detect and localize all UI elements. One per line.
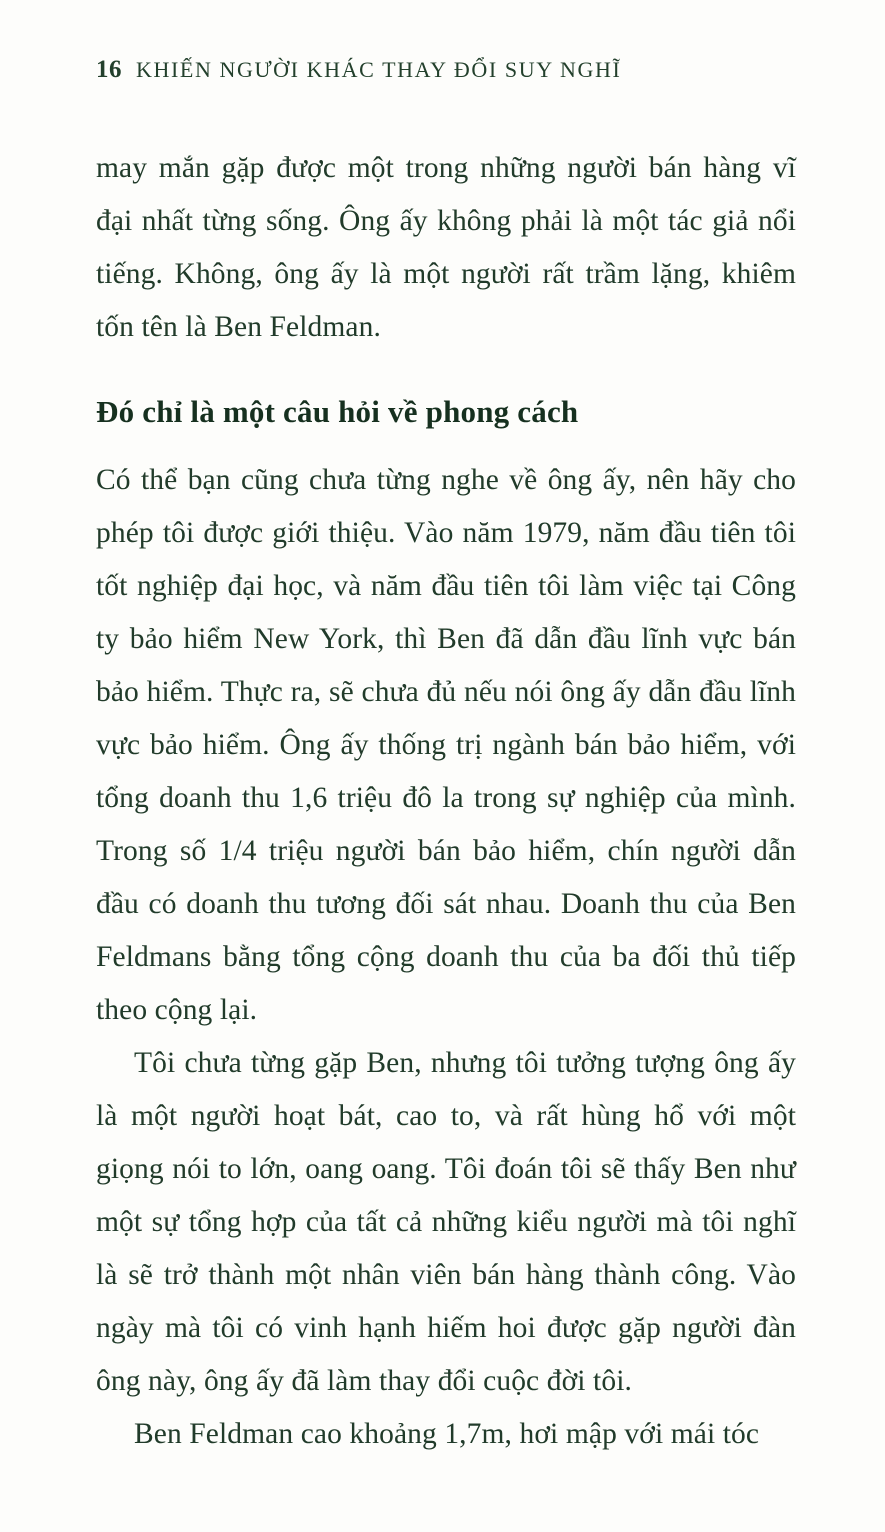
section-heading: Đó chỉ là một câu hỏi về phong cách [96, 394, 579, 429]
running-head [96, 56, 796, 84]
paragraph-continuation: may mắn gặp được một trong những người bán hàng vĩ đại nhất từng sống. Ông ấy không phải là một tác giả nổi tiếng. Không, ông ấy là một người rất trầm lặng, khiêm tốn tên là Ben Feldman. [96, 152, 796, 343]
paragraph-body-3: Ben Feldman cao khoảng 1,7m, hơi mập với mái tóc [134, 1418, 760, 1450]
paragraph-body-1: Có thể bạn cũng chưa từng nghe về ông ấy, nên hãy cho phép tôi được giới thiệu. Vào năm 1979, năm đầu tiên tôi tốt nghiệp đại học, và năm đầu tiên tôi làm việc tại Công ty bảo hiểm New York, thì Ben đã dẫn đầu lĩnh vực bán bảo hiểm. Thực ra, sẽ chưa đủ nếu nói ông ấy dẫn đầu lĩnh vực bảo hiểm. Ông ấy thống trị ngành bán bảo hiểm, với tổng doanh thu 1,6 triệu đô la trong sự nghiệp của mình. Trong số 1/4 triệu người bán bảo hiểm, chín người dẫn đầu có doanh thu tương đối sát nhau. Doanh thu của Ben Feldmans bằng tổng cộng doanh thu của ba đối thủ tiếp theo cộng lại. [96, 464, 796, 1026]
running-head-title: KHIẾN NGƯỜI KHÁC THAY ĐỔI SUY NGHĨ [136, 57, 622, 82]
paragraph-body-2: Tôi chưa từng gặp Ben, nhưng tôi tưởng tượng ông ấy là một người hoạt bát, cao to, và rất hùng hổ với một giọng nói to lớn, oang oang. Tôi đoán tôi sẽ thấy Ben như một sự tổng hợp của tất cả những kiểu người mà tôi nghĩ là sẽ trở thành một nhân viên bán hàng thành công. Vào ngày mà tôi có vinh hạnh hiếm hoi được gặp người đàn ông này, ông ấy đã làm thay đổi cuộc đời tôi. [96, 1047, 796, 1397]
page-number: 16 [96, 56, 122, 83]
page-content-area [96, 56, 796, 1461]
